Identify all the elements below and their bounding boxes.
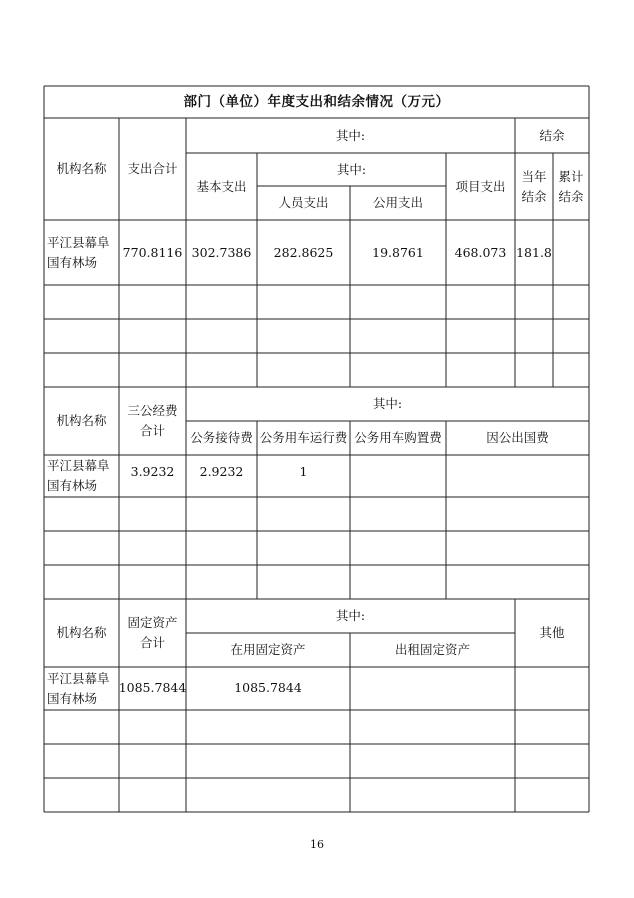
s1-row-org: 平江县幕阜国有林场 [47, 234, 110, 270]
s1-row-current-year: 181.8 [516, 244, 552, 260]
s1-row-public: 19.8761 [372, 244, 424, 260]
s3-row-rented [350, 667, 515, 710]
s3-header-total: 固定资产合计 [127, 615, 178, 650]
s2-header-car-running: 公务用车运行费 [259, 430, 348, 445]
page-number: 16 [310, 838, 324, 851]
s2-header-abroad: 因公出国费 [486, 430, 549, 445]
s1-row-basic: 302.7386 [191, 244, 252, 260]
s3-header-rented: 出租固定资产 [394, 642, 470, 657]
s2-header-car-purchase: 公务用车购置费 [354, 430, 442, 445]
s2-header-total: 三公经费合计 [127, 403, 178, 438]
s2-header-among: 其中: [372, 396, 403, 411]
s2-row-reception: 2.9232 [199, 464, 244, 479]
s3-header-among: 其中: [335, 608, 366, 623]
s1-header-personnel: 人员支出 [278, 195, 329, 210]
s2-row-car-purchase [350, 455, 446, 497]
s3-header-org-name: 机构名称 [56, 625, 107, 640]
s1-row-cumulative [553, 220, 589, 285]
s1-row-personnel: 282.8625 [273, 244, 334, 260]
s1-header-public: 公用支出 [372, 195, 423, 210]
s1-row-project: 468.073 [454, 244, 507, 260]
s1-row-total: 770.8116 [122, 244, 183, 260]
s1-header-org-name: 机构名称 [56, 161, 107, 176]
s2-row-total: 3.9232 [130, 464, 175, 479]
s1-header-total: 支出合计 [127, 161, 178, 176]
s1-header-cumulative: 累计结余 [558, 168, 584, 204]
s1-header-among-basic: 其中: [336, 161, 367, 177]
s3-header-other: 其他 [539, 625, 565, 640]
s1-header-among: 其中: [335, 127, 366, 143]
s2-row-car-running: 1 [299, 464, 308, 479]
table-title: 部门（单位）年度支出和结余情况（万元） [183, 94, 450, 110]
s3-row-in-use: 1085.7844 [234, 680, 302, 695]
s3-header-in-use: 在用固定资产 [230, 642, 306, 657]
s2-row-org: 平江县幕阜国有林场 [47, 458, 110, 493]
s1-header-current-year: 当年结余 [521, 168, 547, 204]
s2-header-reception: 公务接待费 [190, 430, 253, 445]
s3-row-other [515, 667, 589, 710]
s3-row-total: 1085.7844 [118, 680, 187, 695]
s1-header-basic: 基本支出 [196, 178, 247, 194]
s3-row-org: 平江县幕阜国有林场 [47, 670, 110, 706]
s1-header-project: 项目支出 [455, 178, 506, 194]
s2-row-abroad [446, 455, 589, 497]
s1-header-surplus: 结余 [539, 127, 565, 143]
s2-header-org-name: 机构名称 [56, 413, 107, 428]
